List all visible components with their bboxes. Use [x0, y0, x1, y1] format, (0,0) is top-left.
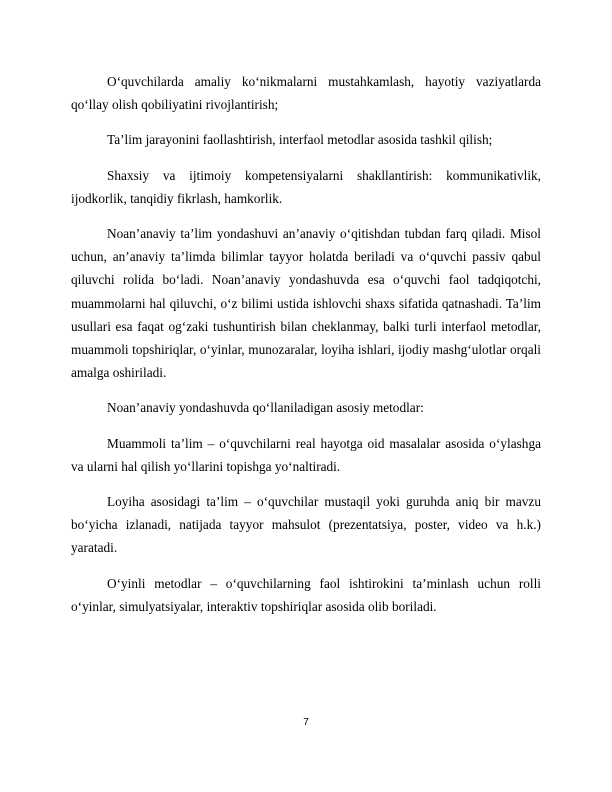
page-number: 7: [303, 717, 309, 728]
document-body: [71, 70, 541, 630]
paragraph-game-methods: O‘yinli metodlar – o‘quvchilarning faol ishtirokini ta’minlash uchun rolli o‘yinlar, simulyatsiyalar, interaktiv topshiriqlar asosida olib boriladi.: [71, 575, 541, 614]
paragraph-activation-goal: Ta’lim jarayonini faollashtirish, interfaol metodlar asosida tashkil qilish;: [107, 132, 493, 148]
paragraph-problem-based-learning: Muammoli ta’lim – o‘quvchilarni real hayotga oid masalalar asosida o‘ylashga va ularni hal qilish yo‘llarini topishga yo‘naltiradi.: [71, 435, 541, 474]
paragraph-skills-goal: O‘quvchilarda amaliy ko‘nikmalarni mustahkamlash, hayotiy vaziyatlarda qo‘llay olish qobiliyatini rivojlantirish;: [71, 74, 541, 113]
paragraph-methods-heading: Noan’anaviy yondashuvda qo‘llaniladigan asosiy metodlar:: [107, 400, 424, 416]
paragraph-nontraditional-vs-traditional: Noan’anaviy ta’lim yondashuvi an’anaviy o‘qitishdan tubdan farq qiladi. Misol uchun, an’anaviy ta’limda bilimlar tayyor holatda beriladi va o‘quvchi passiv qabul qiluvchi rolida bo‘ladi. Noan’anaviy yondashuvda esa o‘quvchi faol tadqiqotchi, muammolarni hal qiluvchi, o‘z bilimi ustida ishlovchi shaxs sifatida qatnashadi. Ta’lim usullari esa faqat og‘zaki tushuntirish bilan cheklanmay, balki turli interfaol metodlar, muammoli topshiriqlar, o‘yinlar, munozaralar, loyiha ishlari, ijodiy mashg‘ulotlar orqali amalga oshiriladi.: [71, 226, 541, 381]
paragraph-competencies-goal: Shaxsiy va ijtimoiy kompetensiyalarni shakllantirish: kommunikativlik, ijodkorlik, tanqidiy fikrlash, hamkorlik.: [71, 167, 541, 206]
paragraph-project-based-learning: Loyiha asosidagi ta’lim – o‘quvchilar mustaqil yoki guruhda aniq bir mavzu bo‘yicha izlanadi, natijada tayyor mahsulot (prezentatsiya, poster, video va h.k.) yaratadi.: [71, 494, 541, 556]
